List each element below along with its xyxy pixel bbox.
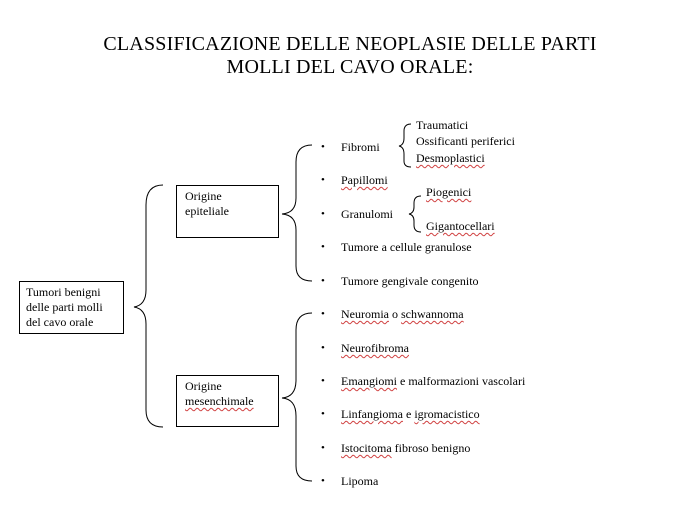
- bullet-icon: •: [321, 342, 325, 354]
- item-emangiomi-a: Emangiomi: [341, 374, 397, 388]
- granulomi-brace: [409, 196, 421, 232]
- item-papillomi: Papillomi: [341, 173, 388, 187]
- epiteliale-brace: [282, 145, 312, 281]
- item-fibromi: Fibromi: [341, 140, 380, 154]
- bullet-icon: •: [321, 208, 325, 220]
- sub-gigantocellari: Gigantocellari: [426, 219, 495, 233]
- root-line3: del cavo orale: [26, 315, 94, 329]
- bullet-icon: •: [321, 174, 325, 186]
- epiteliale-box: [176, 185, 279, 238]
- root-line2: delle parti molli: [26, 300, 103, 314]
- bullet-icon: •: [321, 275, 325, 287]
- item-istocitoma-b: fibroso benigno: [391, 441, 471, 455]
- item-lipoma: [341, 474, 378, 488]
- bullet-icon: •: [321, 442, 325, 454]
- bullet-icon: •: [321, 408, 325, 420]
- item-neuromia-c: schwannoma: [400, 307, 464, 321]
- item-granulomi: Granulomi: [341, 207, 393, 221]
- sub-traumatici: Traumatici: [416, 118, 469, 132]
- item-linfangioma-b: e: [402, 407, 415, 421]
- item-emangiomi: [341, 374, 525, 388]
- item-tumore-gengivale: Tumore gengivale congenito: [341, 274, 479, 288]
- mesenchimale-line1: Origine: [185, 379, 222, 393]
- item-lipoma-a: Lipoma: [341, 474, 379, 488]
- fibromi-brace: [399, 124, 411, 167]
- sub-piogenici: Piogenici: [426, 185, 472, 199]
- bullet-icon: •: [321, 375, 325, 387]
- epiteliale-line1: Origine: [185, 189, 222, 203]
- sub-ossificanti: Ossificanti periferici: [416, 134, 515, 148]
- item-neuromia-a: Neuromia: [341, 307, 389, 321]
- root-brace: [134, 185, 163, 427]
- item-linfangioma-c: igromacistico: [414, 407, 480, 421]
- item-istocitoma-a: Istocitoma: [341, 441, 392, 455]
- bullet-icon: •: [321, 308, 325, 320]
- page-title-line2: MOLLI DEL CAVO ORALE:: [226, 56, 474, 78]
- item-istocitoma: [341, 441, 470, 455]
- item-neurofibroma-a: Neurofibroma: [341, 341, 409, 355]
- epiteliale-line2: epiteliale: [185, 204, 229, 218]
- mesenchimale-brace: [282, 313, 312, 481]
- bullet-icon: •: [321, 475, 325, 487]
- item-linfangioma-a: Linfangioma: [341, 407, 403, 421]
- root-line1: Tumori benigni: [26, 285, 101, 299]
- sub-desmoplastici: Desmoplastici: [416, 151, 485, 165]
- item-neuromia: [341, 307, 464, 321]
- item-tumore-cellule-granulose: Tumore a cellule granulose: [341, 240, 472, 254]
- mesenchimale-line2: mesenchimale: [185, 394, 254, 408]
- mesenchimale-box: [176, 375, 279, 427]
- item-neuromia-b: o: [388, 307, 401, 321]
- item-linfangioma: [341, 407, 480, 421]
- bullet-icon: •: [321, 141, 325, 153]
- root-box: [19, 281, 124, 334]
- page-title-line1: CLASSIFICAZIONE DELLE NEOPLASIE DELLE PARTI: [103, 33, 597, 55]
- item-emangiomi-b: e malformazioni vascolari: [397, 374, 526, 388]
- bullet-icon: •: [321, 241, 325, 253]
- item-neurofibroma: [341, 341, 409, 355]
